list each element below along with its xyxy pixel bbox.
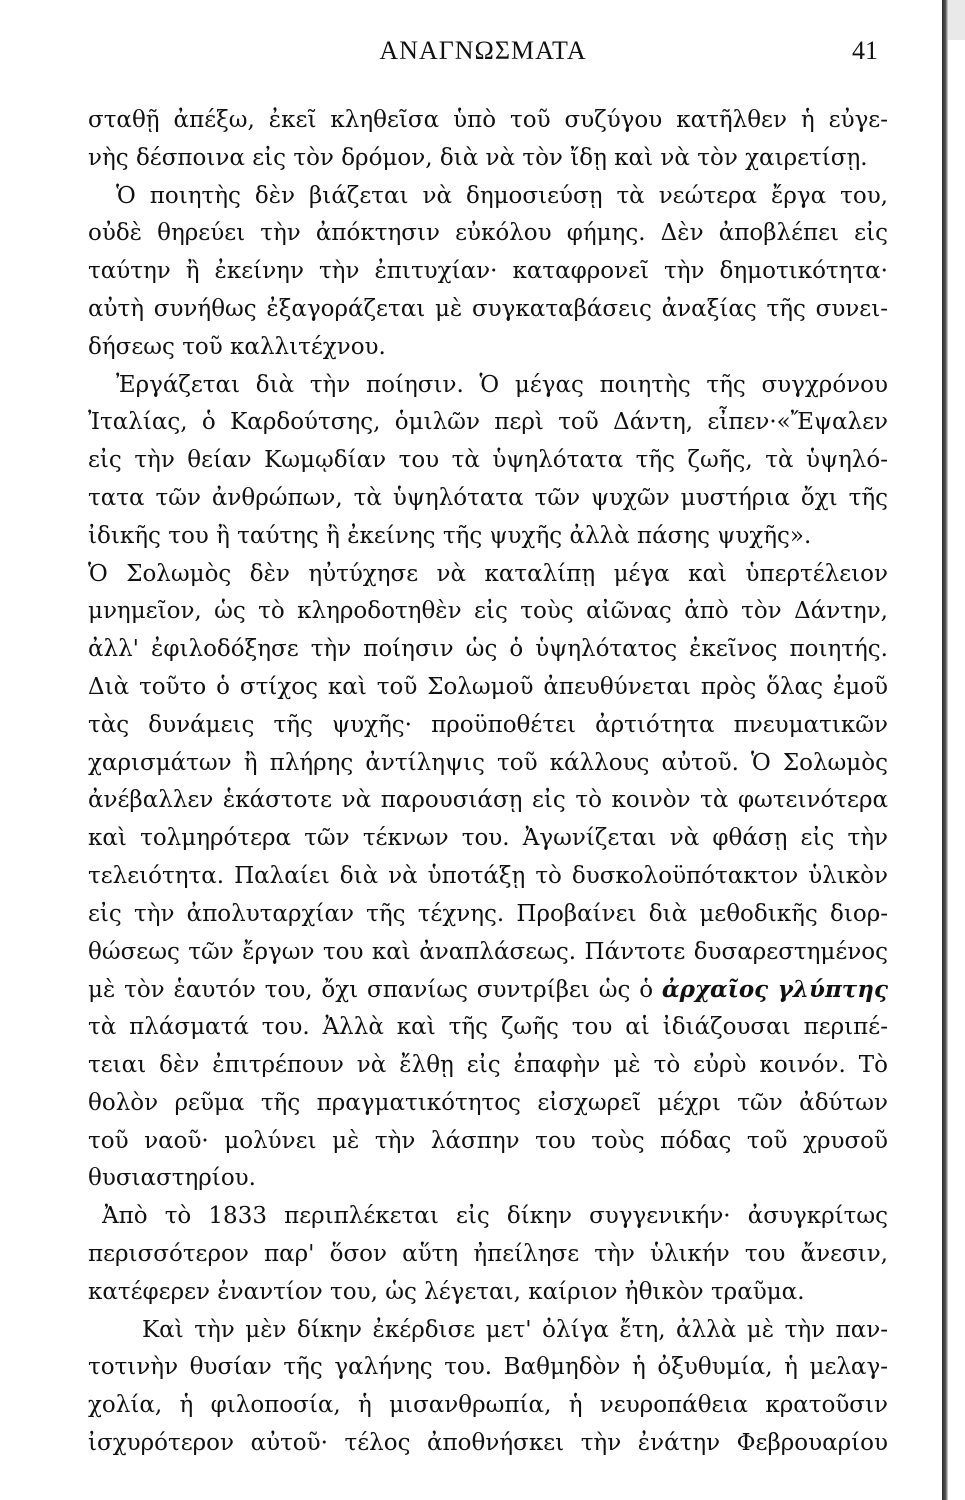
text-line: αὐτὴ συνήθως ἐξαγοράζεται μὲ συγκαταβάσεις ἀναξίας τῆς συνει- <box>88 295 888 322</box>
running-title: ΑΝΑΓΝΩΣΜΑΤΑ <box>379 36 587 65</box>
text-segment: μὲ τὸν ἑαυτόν του, ὄχι σπανίως συντρίβει ὡς ὁ <box>88 977 654 1004</box>
text-line: θυσιαστηρίου. <box>88 1165 256 1192</box>
text-line: Ὁ ποιητὴς δὲν βιάζεται νὰ δημοσιεύσῃ τὰ νεώτερα ἔργα του, <box>116 182 888 209</box>
text-line: Καὶ τὴν μὲν δίκην ἐκέρδισε μετ' ὀλίγα ἔτη, ἀλλὰ μὲ τὴν παν- <box>142 1316 888 1343</box>
text-line: ταύτην ἢ ἐκείνην τὴν ἐπιτυχίαν· καταφρονεῖ τὴν δημοτικότητα· <box>88 258 888 285</box>
text-line: τατα τῶν ἀνθρώπων, τὰ ὑψηλότατα τῶν ψυχῶν μυστήρια ὄχι τῆς <box>88 484 888 511</box>
text-line: κατέφερεν ἐναντίον του, ὡς λέγεται, καίριον ἠθικὸν τραῦμα. <box>88 1278 805 1305</box>
text-line: τοτινὴν θυσίαν τῆς γαλήνης του. Βαθμηδὸν ἡ ὀξυθυμία, ἡ μελαγ- <box>88 1354 888 1381</box>
text-line: θώσεως τῶν ἔργων του καὶ ἀναπλάσεως. Πάντοτε δυσαρεστημένος <box>88 938 888 965</box>
text-line: ἰδικῆς του ἢ ταύτης ἢ ἐκείνης τῆς ψυχῆς ἀλλὰ πάσης ψυχῆς». <box>88 522 812 549</box>
text-line: τοῦ ναοῦ· μολύνει μὲ τὴν λάσπην του τοὺς πόδας τοῦ χρυσοῦ <box>88 1127 888 1154</box>
text-line: καὶ τολμηρότερα τῶν τέκνων του. Ἀγωνίζεται νὰ φθάσῃ εἰς τὴν <box>88 825 888 852</box>
text-line: νὴς δέσποινα εἰς τὸν δρόμον, διὰ νὰ τὸν ἴδῃ καὶ νὰ τὸν χαιρετίσῃ. <box>88 144 868 171</box>
text-line: Ὁ Σολωμὸς δὲν ηὐτύχησε νὰ καταλίπῃ μέγα καὶ ὑπερτέλειον <box>88 560 888 587</box>
text-line: περισσότερον παρ' ὅσον αὕτη ἠπείλησε τὴν ὑλικήν του ἄνεσιν, <box>88 1240 888 1267</box>
text-line: τελειότητα. Παλαίει διὰ νὰ ὑποτάξῃ τὸ δυσκολοϋπότακτον ὑλικὸν <box>88 862 888 889</box>
text-line: Διὰ τοῦτο ὁ στίχος καὶ τοῦ Σολωμοῦ ἀπευθύνεται πρὸς ὅλας ἐμοῦ <box>88 673 888 700</box>
text-line: θολὸν ρεῦμα τῆς πραγματικότητος εἰσχωρεῖ μέχρι τῶν ἀδύτων <box>88 1089 888 1116</box>
text-line: μνημεῖον, ὡς τὸ κληροδοτηθὲν εἰς τοὺς αἰῶνας ἀπὸ τὸν Δάντην, <box>88 598 888 625</box>
text-line: τὰ πλάσματά του. Ἀλλὰ καὶ τῆς ζωῆς του αἱ ἰδιάζουσαι περιπέ- <box>88 1014 888 1041</box>
body-text <box>88 102 888 1463</box>
text-line: χαρισμάτων ἢ πλήρης ἀντίληψις τοῦ κάλλους αὐτοῦ. Ὁ Σολωμὸς <box>88 749 888 776</box>
page-header <box>88 36 878 76</box>
text-line: δήσεως τοῦ καλλιτέχνου. <box>88 333 386 360</box>
text-line: οὐδὲ θηρεύει τὴν ἀπόκτησιν εὐκόλου φήμης. Δὲν ἀποβλέπει εἰς <box>88 220 888 247</box>
page-edge-shadow <box>942 0 948 1500</box>
text-line: εἰς τὴν θείαν Κωμῳδίαν του τὰ ὑψηλότατα τῆς ζωῆς, τὰ ὑψηλό- <box>88 447 888 474</box>
text-line-with-emphasis <box>88 971 888 1009</box>
text-line: ἀνέβαλλεν ἑκάστοτε νὰ παρουσιάσῃ εἰς τὸ κοινὸν τὰ φωτεινότερα <box>88 787 888 814</box>
text-line: εἰς τὴν ἀπολυταρχίαν τῆς τέχνης. Προβαίνει διὰ μεθοδικῆς διορ- <box>88 900 888 927</box>
text-line: Ἰταλίας, ὁ Καρδούτσης, ὁμιλῶν περὶ τοῦ Δάντη, εἶπεν·«Ἔψαλεν <box>88 409 888 436</box>
text-line: Ἀπὸ τὸ 1833 περιπλέκεται εἰς δίκην συγγενικήν· ἀσυγκρίτως <box>102 1203 888 1230</box>
text-line: τειαι δὲν ἐπιτρέπουν νὰ ἔλθῃ εἰς ἐπαφὴν μὲ τὸ εὐρὺ κοινόν. Τὸ <box>88 1051 888 1078</box>
page-number: 41 <box>852 36 878 65</box>
page-edge-margin <box>948 0 965 40</box>
text-line: ἰσχυρότερον αὐτοῦ· τέλος ἀποθνήσκει τὴν ἐνάτην Φεβρουαρίου <box>88 1429 888 1456</box>
text-line: σταθῇ ἀπέξω, ἐκεῖ κληθεῖσα ὑπὸ τοῦ συζύγου κατῆλθεν ἡ εὐγε- <box>88 107 888 133</box>
text-line: χολία, ἡ φιλοποσία, ἡ μισανθρωπία, ἡ νευροπάθεια κρατοῦσιν <box>88 1392 888 1419</box>
text-line: τὰς δυνάμεις τῆς ψυχῆς· προϋποθέτει ἀρτιότητα πνευματικῶν <box>88 711 888 738</box>
text-line: Ἐργάζεται διὰ τὴν ποίησιν. Ὁ μέγας ποιητὴς τῆς συγχρόνου <box>116 371 888 398</box>
emphasized-phrase: ἀρχαῖος γλύπτης <box>661 976 888 1004</box>
text-line: ἀλλ' ἐφιλοδόξησε τὴν ποίησιν ὡς ὁ ὑψηλότατος ἐκεῖνος ποιητής. <box>88 636 888 663</box>
